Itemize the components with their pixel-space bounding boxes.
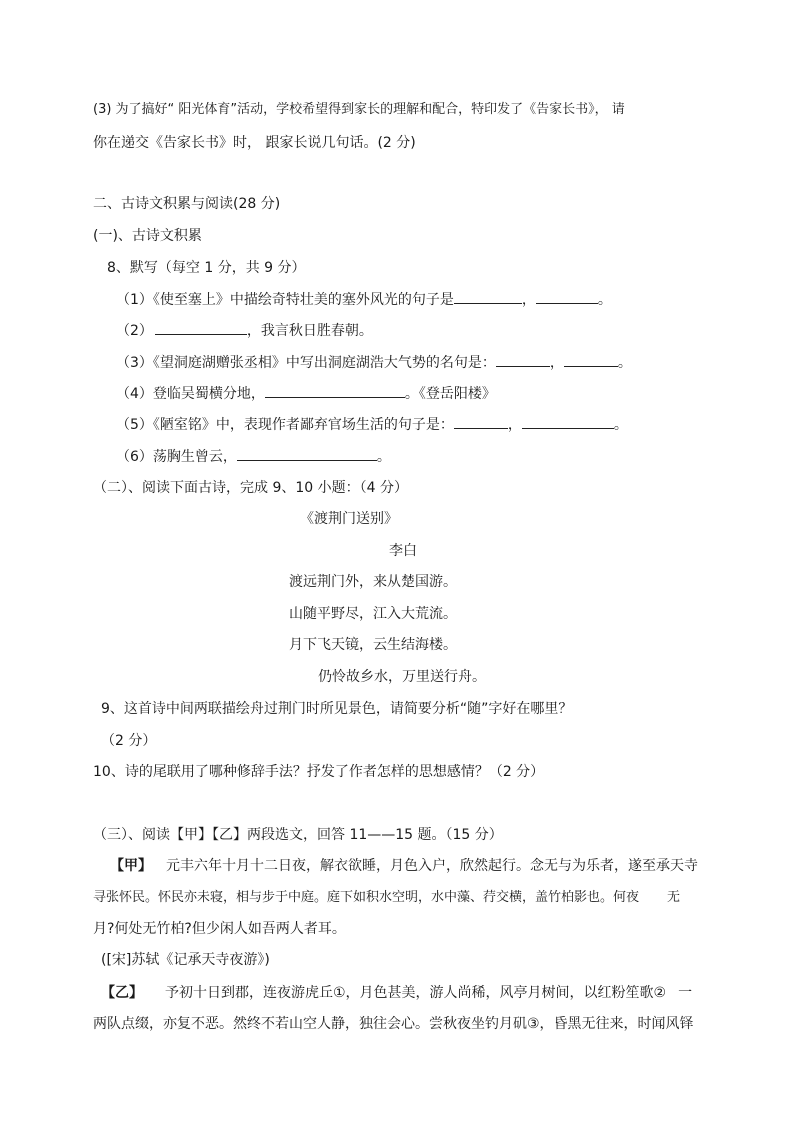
section2-heading: 二、古诗文积累与阅读(28 分) (93, 196, 281, 212)
section2-sub2: （二）、阅读下面古诗，完成 9、10 小题：（4 分） (93, 480, 408, 496)
item-text: 《使至塞上》中描绘奇特壮美的塞外风光的句子是 (152, 292, 454, 308)
answer-blank[interactable] (564, 352, 618, 367)
item-text: ， (549, 355, 564, 371)
poem-title: 《渡荆门送别》 (300, 511, 398, 527)
q8-item-3 (116, 352, 632, 373)
poem-line-4: 仍怜故乡水，万里送行舟。 (318, 669, 486, 685)
item-text: 《望洞庭湖赠张丞相》中写出洞庭湖浩大气势的名句是： (152, 355, 496, 371)
q9-line-1: 9、这首诗中间两联描绘舟过荆门时所见景色，请简要分析“随”字好在哪里？ (101, 701, 573, 717)
item-number: （1） (116, 292, 153, 308)
section2-sub1: (一)、古诗文积累 (93, 228, 202, 244)
poem-line-2: 山随平野尽，江入大荒流。 (289, 606, 457, 622)
answer-blank[interactable] (496, 352, 550, 367)
q9-line-2: （2 分） (101, 733, 157, 749)
yi-line-1 (101, 983, 692, 1003)
q8-item-4 (116, 383, 496, 404)
answer-blank[interactable] (155, 320, 247, 335)
poem-line-3: 月下飞天镜，云生结海楼。 (289, 637, 457, 653)
q3-line-2: 你在递交《告家长书》时， 跟家长说几句话。(2 分) (93, 135, 416, 151)
item-number: （3） (116, 355, 153, 371)
q8-item-2 (116, 320, 373, 341)
jia-line-1 (110, 856, 698, 876)
section2-sub3: （三）、阅读【甲】【乙】两段选文，回答 11——15 题。（15 分） (93, 827, 503, 843)
answer-blank[interactable] (454, 414, 508, 429)
answer-blank[interactable] (454, 289, 522, 304)
item-text: 。《登岳阳楼》 (404, 386, 496, 402)
answer-blank[interactable] (536, 289, 598, 304)
item-text: 。 (617, 355, 632, 371)
jia-source: ([宋]苏轼《记承天寺夜游》) (101, 952, 270, 968)
item-text: 。 (597, 292, 612, 308)
item-text: 《陋室铭》中，表现作者鄙弃官场生活的句子是： (152, 417, 454, 433)
answer-blank[interactable] (522, 414, 614, 429)
item-text: 荡胸生曾云， (152, 449, 237, 465)
jia-label: 【甲】 (110, 858, 152, 874)
item-number: （2） (116, 323, 153, 339)
answer-blank[interactable] (237, 446, 377, 461)
item-text: 。 (613, 417, 628, 433)
jia-text: 元丰六年十月十二日夜，解衣欲睡，月色入户，欣然起行。念无与为乐者，遂至承天寺 (166, 858, 698, 874)
answer-blank[interactable] (265, 383, 405, 398)
q10: 10、诗的尾联用了哪种修辞手法？抒发了作者怎样的思想感情？（2 分） (93, 764, 545, 780)
item-number: （4） (116, 386, 153, 402)
yi-line-2: 两队点缀，亦复不恶。然终不若山空人静，独往会心。尝秋夜坐钓月矶③，昏黑无往来，时闻风铎 (93, 1016, 694, 1032)
q8-item-1 (116, 289, 612, 310)
q8-item-5 (116, 414, 628, 435)
jia-text: 无 (667, 890, 681, 905)
yi-text: 一 (678, 985, 693, 1001)
jia-line-2 (93, 888, 680, 908)
poem-line-1: 渡远荆门外，来从楚国游。 (289, 574, 457, 590)
item-number: （5） (116, 417, 153, 433)
item-text: ，我言秋日胜春朝。 (246, 323, 373, 339)
poem-author: 李白 (389, 543, 417, 559)
q8-title: 8、默写（每空 1 分，共 9 分） (107, 260, 306, 276)
yi-text: 予初十日到郡，连夜游虎丘①，月色甚美，游人尚稀，风亭月树间，以红粉笙歌② (165, 985, 667, 1001)
item-text: ， (521, 292, 536, 308)
yi-label: 【乙】 (101, 985, 143, 1001)
q8-item-6 (116, 446, 391, 467)
item-text: 。 (376, 449, 391, 465)
item-text: ， (507, 417, 522, 433)
jia-text: 寻张怀民。怀民亦未寝，相与步于中庭。庭下如积水空明，水中藻、荇交横，盖竹柏影也。何夜 (93, 890, 640, 905)
item-number: （6） (116, 449, 153, 465)
jia-line-3: 月?何处无竹柏?但少闲人如吾两人者耳。 (93, 921, 346, 937)
item-text: 登临吴蜀横分地， (152, 386, 265, 402)
q3-line-1: (3) 为了搞好“ 阳光体育”活动，学校希望得到家长的理解和配合，特印发了《告家长书》， 请 (93, 102, 625, 117)
